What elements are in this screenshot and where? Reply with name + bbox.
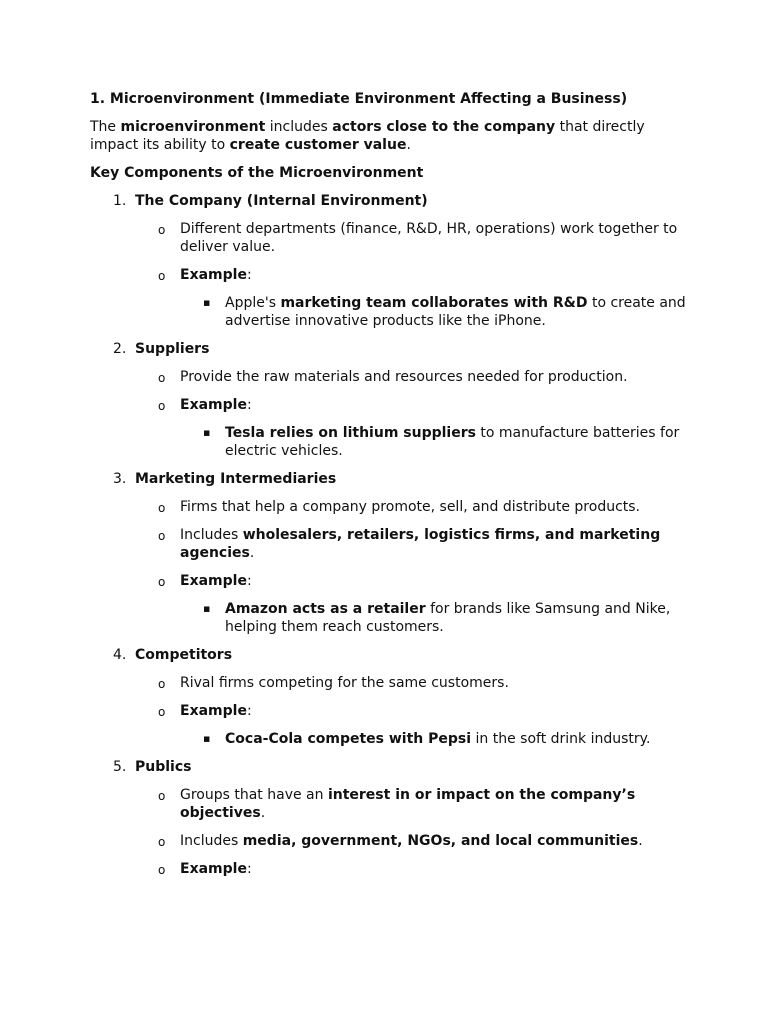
component-section — [90, 340, 690, 460]
list-number: 4. — [113, 647, 127, 663]
components-list — [90, 192, 690, 878]
text-run: . — [260, 805, 266, 821]
circle-bullet-icon: o — [158, 269, 166, 283]
bold-text-run: wholesalers, retailers, logistics firms, and marketing agencies — [180, 527, 661, 561]
text-run: The — [90, 119, 121, 135]
component-heading — [90, 758, 690, 776]
circle-bullet-icon: o — [158, 223, 166, 237]
text-run: Provide the raw materials and resources needed for production. — [180, 369, 628, 385]
circle-bullet-icon: o — [158, 863, 166, 877]
text-run: . — [249, 545, 255, 561]
text-run: Includes — [180, 833, 243, 849]
example-text — [225, 295, 686, 329]
example-item — [90, 730, 690, 748]
example-text — [225, 425, 679, 459]
list-item-text — [180, 527, 660, 561]
square-bullet-icon: ▪ — [203, 426, 211, 439]
component-section — [90, 646, 690, 748]
component-section — [90, 192, 690, 330]
list-item — [90, 832, 690, 850]
text-run: Rival firms competing for the same customers. — [180, 675, 509, 691]
text-run: : — [246, 573, 252, 589]
text-run: in the soft drink industry. — [471, 731, 651, 747]
list-item — [90, 674, 690, 692]
intro-paragraph — [90, 118, 690, 154]
bold-text-run: Example — [180, 267, 247, 283]
component-section — [90, 758, 690, 878]
example-item — [90, 294, 690, 330]
square-bullet-icon: ▪ — [203, 602, 211, 615]
bold-text-run: Example — [180, 397, 247, 413]
text-run: Apple's — [225, 295, 281, 311]
text-run: : — [246, 267, 252, 283]
text-run: to create and advertise innovative products like the iPhone. — [225, 295, 686, 329]
list-item — [90, 266, 690, 284]
list-item-text — [180, 369, 628, 385]
example-item — [90, 600, 690, 636]
circle-bullet-icon: o — [158, 501, 166, 515]
list-item-text — [180, 675, 509, 691]
list-number: 5. — [113, 759, 127, 775]
circle-bullet-icon: o — [158, 529, 166, 543]
circle-bullet-icon: o — [158, 705, 166, 719]
list-item-text — [180, 573, 252, 589]
text-run: includes — [265, 119, 333, 135]
component-title: Publics — [135, 759, 192, 775]
example-text — [225, 601, 670, 635]
circle-bullet-icon: o — [158, 789, 166, 803]
bold-text-run: microenvironment — [120, 119, 266, 135]
component-heading — [90, 470, 690, 488]
example-item — [90, 424, 690, 460]
component-title: Suppliers — [135, 341, 210, 357]
text-run: that directly impact its ability to — [90, 119, 645, 153]
text-run: to manufacture batteries for electric vehicles. — [225, 425, 680, 459]
circle-bullet-icon: o — [158, 835, 166, 849]
list-item-text — [180, 833, 643, 849]
bold-text-run: marketing team collaborates with R&D — [280, 295, 588, 311]
component-heading — [90, 340, 690, 358]
list-number: 1. — [113, 193, 127, 209]
square-bullet-icon: ▪ — [203, 296, 211, 309]
bold-text-run: Tesla relies on lithium suppliers — [225, 425, 476, 441]
component-title: Marketing Intermediaries — [135, 471, 337, 487]
list-item-text — [180, 221, 677, 255]
square-bullet-icon: ▪ — [203, 732, 211, 745]
list-item — [90, 368, 690, 386]
component-heading — [90, 192, 690, 210]
list-item-text — [180, 499, 640, 515]
list-item-text — [180, 861, 252, 877]
list-item — [90, 526, 690, 562]
component-title: Competitors — [135, 647, 233, 663]
list-item — [90, 396, 690, 414]
list-item — [90, 572, 690, 590]
circle-bullet-icon: o — [158, 575, 166, 589]
list-item — [90, 498, 690, 516]
text-run: Firms that help a company promote, sell, and distribute products. — [180, 499, 641, 515]
bold-text-run: Amazon acts as a retailer — [225, 601, 426, 617]
bold-text-run: actors close to the company — [332, 119, 556, 135]
text-run: . — [638, 833, 643, 849]
bold-text-run: media, government, NGOs, and local communities — [242, 833, 639, 849]
list-item — [90, 786, 690, 822]
section-heading: 1. Microenvironment (Immediate Environment Affecting a Business) — [90, 91, 628, 107]
bold-text-run: Example — [180, 861, 247, 877]
circle-bullet-icon: o — [158, 399, 166, 413]
text-run: Groups that have an — [180, 787, 328, 803]
circle-bullet-icon: o — [158, 677, 166, 691]
bold-text-run: create customer value — [229, 137, 407, 153]
example-text — [225, 731, 650, 747]
list-item-text — [180, 703, 252, 719]
text-run: . — [406, 137, 411, 153]
circle-bullet-icon: o — [158, 371, 166, 385]
list-item-text — [180, 397, 252, 413]
list-item — [90, 860, 690, 878]
text-run: : — [246, 861, 252, 877]
component-heading — [90, 646, 690, 664]
document-page — [90, 90, 690, 888]
component-title: The Company (Internal Environment) — [135, 193, 428, 209]
text-run: : — [246, 703, 252, 719]
text-run: Includes — [180, 527, 243, 543]
list-number: 3. — [113, 471, 127, 487]
list-item — [90, 702, 690, 720]
text-run: Different departments (finance, R&D, HR, operations) work together to deliver value. — [180, 221, 678, 255]
text-run: for brands like Samsung and Nike, helping them reach customers. — [225, 601, 671, 635]
list-item-text — [180, 787, 635, 821]
list-item-text — [180, 267, 252, 283]
bold-text-run: Coca-Cola competes with Pepsi — [225, 731, 472, 747]
component-section — [90, 470, 690, 636]
text-run: : — [246, 397, 252, 413]
bold-text-run: Example — [180, 703, 247, 719]
bold-text-run: Example — [180, 573, 247, 589]
list-number: 2. — [113, 341, 127, 357]
list-item — [90, 220, 690, 256]
key-components-heading: Key Components of the Microenvironment — [90, 165, 424, 181]
bold-text-run: interest in or impact on the company’s objectives — [180, 787, 636, 821]
